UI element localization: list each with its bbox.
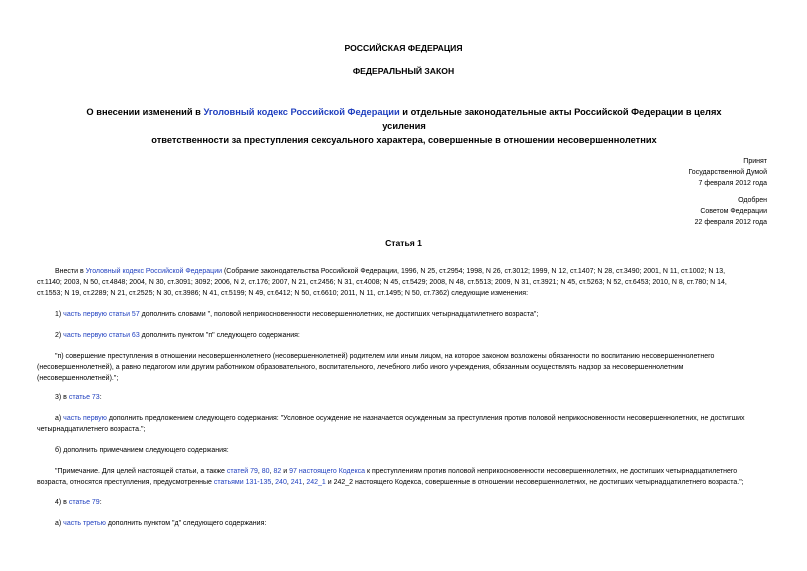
p8-sep6: , <box>286 479 291 486</box>
approved-block <box>695 195 767 228</box>
paragraph-item-3b <box>37 445 769 456</box>
p5-rest: : <box>99 394 102 401</box>
article-80-ref-link[interactable]: 80 <box>261 468 270 475</box>
p3-pre: 2) <box>55 332 64 339</box>
article-97-ref-link[interactable]: 97 <box>289 468 297 475</box>
p1-line2: ст.1140; 2003, N 50, ст.4848; 2004, N 30, ст.3091; 3092; 2006, N 2, ст.176; 2007, N 21, ст.2456; N 31, ст.4008; N 45, ст.5429; 2008, N 48, ст.5513; 2009, N 31, ст.3921; N 45, ст.5263; N 52, ст.6453; 2010, N 8, ст.780; N 14, <box>37 279 727 286</box>
criminal-code-link[interactable]: Уголовный кодекс Российской Федерации <box>203 107 400 117</box>
p8-sep7: , <box>302 479 307 486</box>
p9-rest: : <box>99 499 102 506</box>
this-code-link[interactable]: настоящего Кодекса <box>298 468 366 475</box>
p8-sep5: , <box>271 479 276 486</box>
p1-code-link[interactable]: Уголовный кодекс Российской Федерации <box>85 268 223 275</box>
law-title-pre: О внесении изменений в <box>86 107 204 117</box>
p8-line2-pre: возраста, относятся преступления, предусмотренные <box>37 479 214 486</box>
p3-rest: дополнить пунктом "п" следующего содержания: <box>139 332 300 339</box>
paragraph-item-1 <box>37 309 769 320</box>
law-type-heading: ФЕДЕРАЛЬНЫЙ ЗАКОН <box>352 66 455 76</box>
article-240-link[interactable]: 240 <box>275 479 287 486</box>
p10-pre: а) <box>55 520 64 527</box>
articles-131-135-link[interactable]: статьями 131-135 <box>213 479 272 486</box>
adopted-body: Государственной Думой <box>688 169 767 176</box>
approved-date: 22 февраля 2012 года <box>694 219 767 226</box>
paragraph-item-4a <box>37 518 769 529</box>
approved-label: Одобрен <box>738 197 767 204</box>
law-title-line1-rest: и отдельные законодательные акты Российской Федерации в целях усиления <box>382 107 722 131</box>
p6-line2: четырнадцатилетнего возраста."; <box>37 426 146 433</box>
p7-text: б) дополнить примечанием следующего содержания: <box>55 447 229 454</box>
article-73-link[interactable]: статье 73 <box>68 394 100 401</box>
article-57-link[interactable]: часть первую статьи 57 <box>63 311 140 318</box>
article-79-link[interactable]: статье 79 <box>68 499 100 506</box>
p1-line3: ст.1553; N 19, ст.2289; N 21, ст.2525; N 30, ст.3986; N 41, ст.5199; N 49, ст.6412; N 50, ст.6610; 2011, N 11, ст.1495; N 50, ст.7362) следующие изменения: <box>37 290 529 297</box>
adopted-date: 7 февраля 2012 года <box>698 180 767 187</box>
p6-line1: дополнить предложением следующего содержания: "Условное осуждение не назначается осужденным за преступления против половой неприкосновенности несовершеннолетних, не достигших <box>106 415 745 422</box>
p4-line3: (несовершеннолетней)."; <box>37 375 119 382</box>
article-79-ref-link[interactable]: статей 79 <box>226 468 258 475</box>
law-title <box>72 105 736 147</box>
p4-line2: (несовершеннолетней), а равно педагогом или другим работником образовательного, воспитательного, лечебного либо иного учреждения, обязанным осуществлять надзор за несовершеннолетним <box>37 364 684 371</box>
part-one-link[interactable]: часть первую <box>63 415 107 422</box>
p8-line2-rest: и 242_2 настоящего Кодекса, совершенные в отношении несовершеннолетних, не достигших четырнадцатилетнего возраста."; <box>325 479 744 486</box>
paragraph-item-4 <box>37 497 769 508</box>
paragraph-item-3a <box>37 413 769 435</box>
paragraph-intro <box>37 266 769 299</box>
article-title: Статья 1 <box>385 238 422 248</box>
law-title-line2: ответственности за преступления сексуального характера, совершенные в отношении несовершеннолетних <box>151 135 657 145</box>
p8-sep3: и <box>281 468 290 475</box>
p2-rest: дополнить словами ", половой неприкосновенности несовершеннолетних, не достигших четырнадцатилетнего возраста"; <box>139 311 539 318</box>
paragraph-quote-p <box>37 351 769 384</box>
part-three-link[interactable]: часть третью <box>63 520 106 527</box>
p4-line1: "п) совершение преступления в отношении несовершеннолетнего (несовершеннолетней) родителем или иным лицом, на которое законом возложены обязанности по воспитанию несовершеннолетнего <box>55 353 715 360</box>
p2-pre: 1) <box>55 311 64 318</box>
p8-sep1: , <box>257 468 262 475</box>
article-82-ref-link[interactable]: 82 <box>273 468 282 475</box>
p6-pre: а) <box>55 415 64 422</box>
p8-pre: "Примечание. Для целей настоящей статьи, а также <box>55 468 227 475</box>
p10-rest: дополнить пунктом "д" следующего содержания: <box>105 520 267 527</box>
article-241-link[interactable]: 241 <box>290 479 303 486</box>
paragraph-item-3 <box>37 392 769 403</box>
paragraph-note <box>37 466 769 488</box>
p1-pre: Внести в <box>55 268 86 275</box>
country-heading: РОССИЙСКАЯ ФЕДЕРАЦИЯ <box>344 43 463 53</box>
article-242-1-link[interactable]: 242_1 <box>306 479 326 486</box>
paragraph-item-2 <box>37 330 769 341</box>
p8-line1: к преступлениям против половой неприкосновенности несовершеннолетних, не достигших четырнадцатилетнего <box>365 468 738 475</box>
p8-sep2: , <box>269 468 274 475</box>
p1-line1: (Собрание законодательства Российской Федерации, 1996, N 25, ст.2954; 1998, N 26, ст.3012; 1999, N 12, ст.1407; N 28, ст.3490; 2001, N 11, ст.1002; N 13, <box>222 268 726 275</box>
approved-body: Советом Федерации <box>700 208 767 215</box>
adopted-block <box>688 156 767 189</box>
adopted-label: Принят <box>743 158 767 165</box>
p9-pre: 4) в <box>55 499 69 506</box>
p5-pre: 3) в <box>55 394 69 401</box>
article-63-link[interactable]: часть первую статьи 63 <box>63 332 140 339</box>
